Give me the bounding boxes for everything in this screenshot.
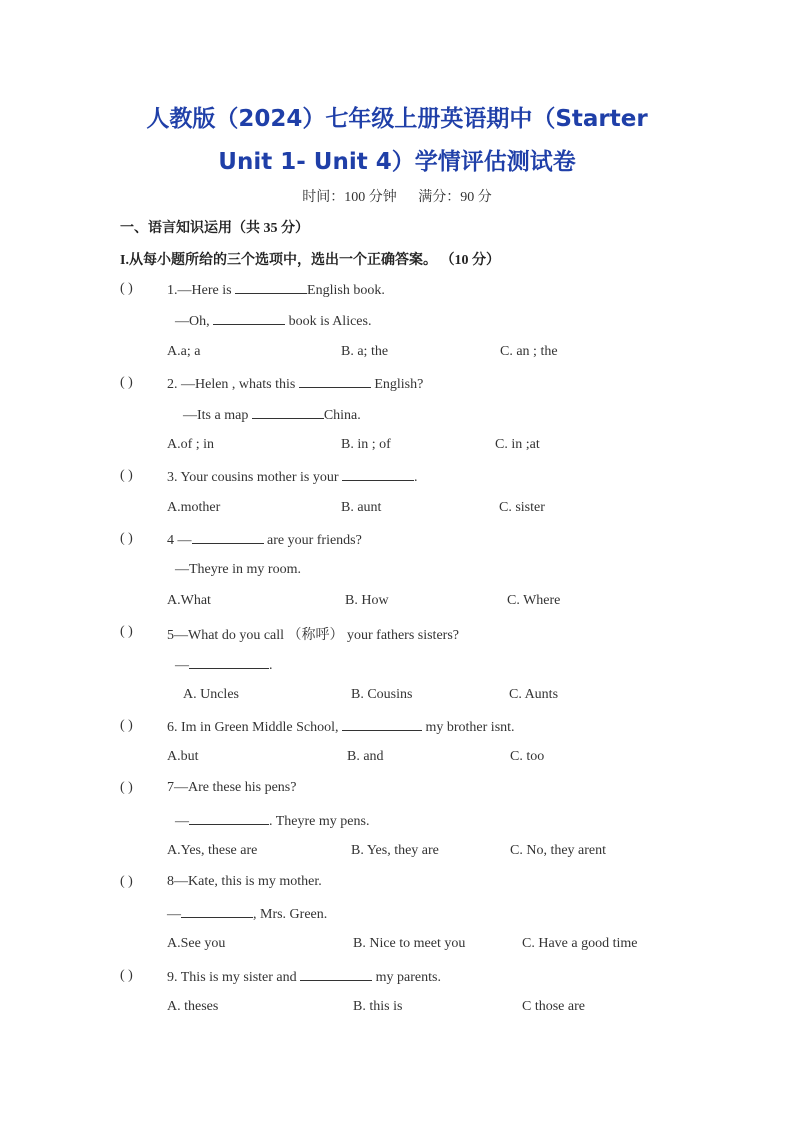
answer-bracket[interactable]: ( ) <box>120 718 133 733</box>
option-c[interactable]: C. sister <box>499 500 545 515</box>
title-line-1: 人教版（2024）七年级上册英语期中（Starter <box>146 106 648 132</box>
question-7-line-1: 7—Are these his pens? <box>167 780 297 795</box>
answer-blank[interactable] <box>213 312 285 325</box>
question-4-line-2: —Theyre in my room. <box>175 562 301 577</box>
answer-blank[interactable] <box>342 468 414 481</box>
option-b[interactable]: B. Cousins <box>351 687 413 702</box>
option-c[interactable]: C those are <box>522 999 585 1014</box>
answer-bracket[interactable]: ( ) <box>120 780 133 795</box>
title-line-2: Unit 1- Unit 4）学情评估测试卷 <box>218 149 576 175</box>
question-3-line-1: 3. Your cousins mother is your . <box>167 470 418 485</box>
option-b[interactable]: B. aunt <box>341 500 382 515</box>
answer-blank[interactable] <box>300 968 372 981</box>
option-b[interactable]: B. Yes, they are <box>351 843 439 858</box>
question-5-line-2: — . <box>175 658 273 673</box>
exam-time: 时间：100 分钟 <box>302 190 397 205</box>
option-c[interactable]: C. too <box>510 749 545 764</box>
option-a[interactable]: A. theses <box>167 999 219 1014</box>
answer-blank[interactable] <box>189 812 269 825</box>
option-b[interactable]: B. a; the <box>341 344 389 359</box>
answer-bracket[interactable]: ( ) <box>120 624 133 639</box>
option-c[interactable]: C. Where <box>507 593 561 608</box>
option-b[interactable]: B. this is <box>353 999 403 1014</box>
answer-blank[interactable] <box>181 905 253 918</box>
question-8-line-1: 8—Kate, this is my mother. <box>167 874 322 889</box>
option-a[interactable]: A. Uncles <box>183 687 239 702</box>
option-c[interactable]: C. Have a good time <box>522 936 638 951</box>
part-heading: I.从每小题所给的三个选项中，选出一个正确答案。 （10 分） <box>120 253 500 268</box>
section-heading: 一、语言知识运用（共 35 分） <box>120 221 309 236</box>
question-5-line-1: 5—What do you call （称呼） your fathers sisters? <box>167 628 459 643</box>
answer-blank[interactable] <box>235 281 307 294</box>
answer-blank[interactable] <box>192 531 264 544</box>
option-a[interactable]: A.What <box>167 593 211 608</box>
answer-blank[interactable] <box>252 406 324 419</box>
exam-full-score: 满分：90 分 <box>418 190 492 205</box>
option-b[interactable]: B. Nice to meet you <box>353 936 466 951</box>
answer-bracket[interactable]: ( ) <box>120 468 133 483</box>
answer-bracket[interactable]: ( ) <box>120 531 133 546</box>
question-6-line-1: 6. Im in Green Middle School, my brother isnt. <box>167 720 515 735</box>
question-2-line-1: 2. —Helen , whats this English? <box>167 377 424 392</box>
option-c[interactable]: C. Aunts <box>509 687 559 702</box>
option-a[interactable]: A.of ; in <box>167 437 215 452</box>
option-b[interactable]: B. How <box>345 593 389 608</box>
answer-blank[interactable] <box>299 375 371 388</box>
answer-bracket[interactable]: ( ) <box>120 874 133 889</box>
option-a[interactable]: A.Yes, these are <box>167 843 258 858</box>
option-a[interactable]: A.mother <box>167 500 221 515</box>
exam-meta <box>0 186 794 206</box>
option-c[interactable]: C. in ;at <box>495 437 540 452</box>
option-a[interactable]: A.a; a <box>167 344 201 359</box>
question-2-line-2: —Its a map China. <box>183 408 361 423</box>
question-7-line-2: — . Theyre my pens. <box>175 814 370 829</box>
answer-blank[interactable] <box>342 718 422 731</box>
option-b[interactable]: B. and <box>347 749 384 764</box>
question-1-line-1: 1.—Here is English book. <box>167 283 385 298</box>
answer-bracket[interactable]: ( ) <box>120 281 133 296</box>
question-9-line-1: 9. This is my sister and my parents. <box>167 970 441 985</box>
question-8-line-2: — , Mrs. Green. <box>167 907 328 922</box>
answer-bracket[interactable]: ( ) <box>120 375 133 390</box>
option-c[interactable]: C. an ; the <box>500 344 558 359</box>
answer-bracket[interactable]: ( ) <box>120 968 133 983</box>
option-a[interactable]: A.See you <box>167 936 226 951</box>
option-a[interactable]: A.but <box>167 749 199 764</box>
answer-blank[interactable] <box>189 656 269 669</box>
option-b[interactable]: B. in ; of <box>341 437 391 452</box>
question-1-line-2: —Oh, book is Alices. <box>175 314 372 329</box>
option-c[interactable]: C. No, they arent <box>510 843 607 858</box>
question-4-line-1: 4 — are your friends? <box>167 533 362 548</box>
